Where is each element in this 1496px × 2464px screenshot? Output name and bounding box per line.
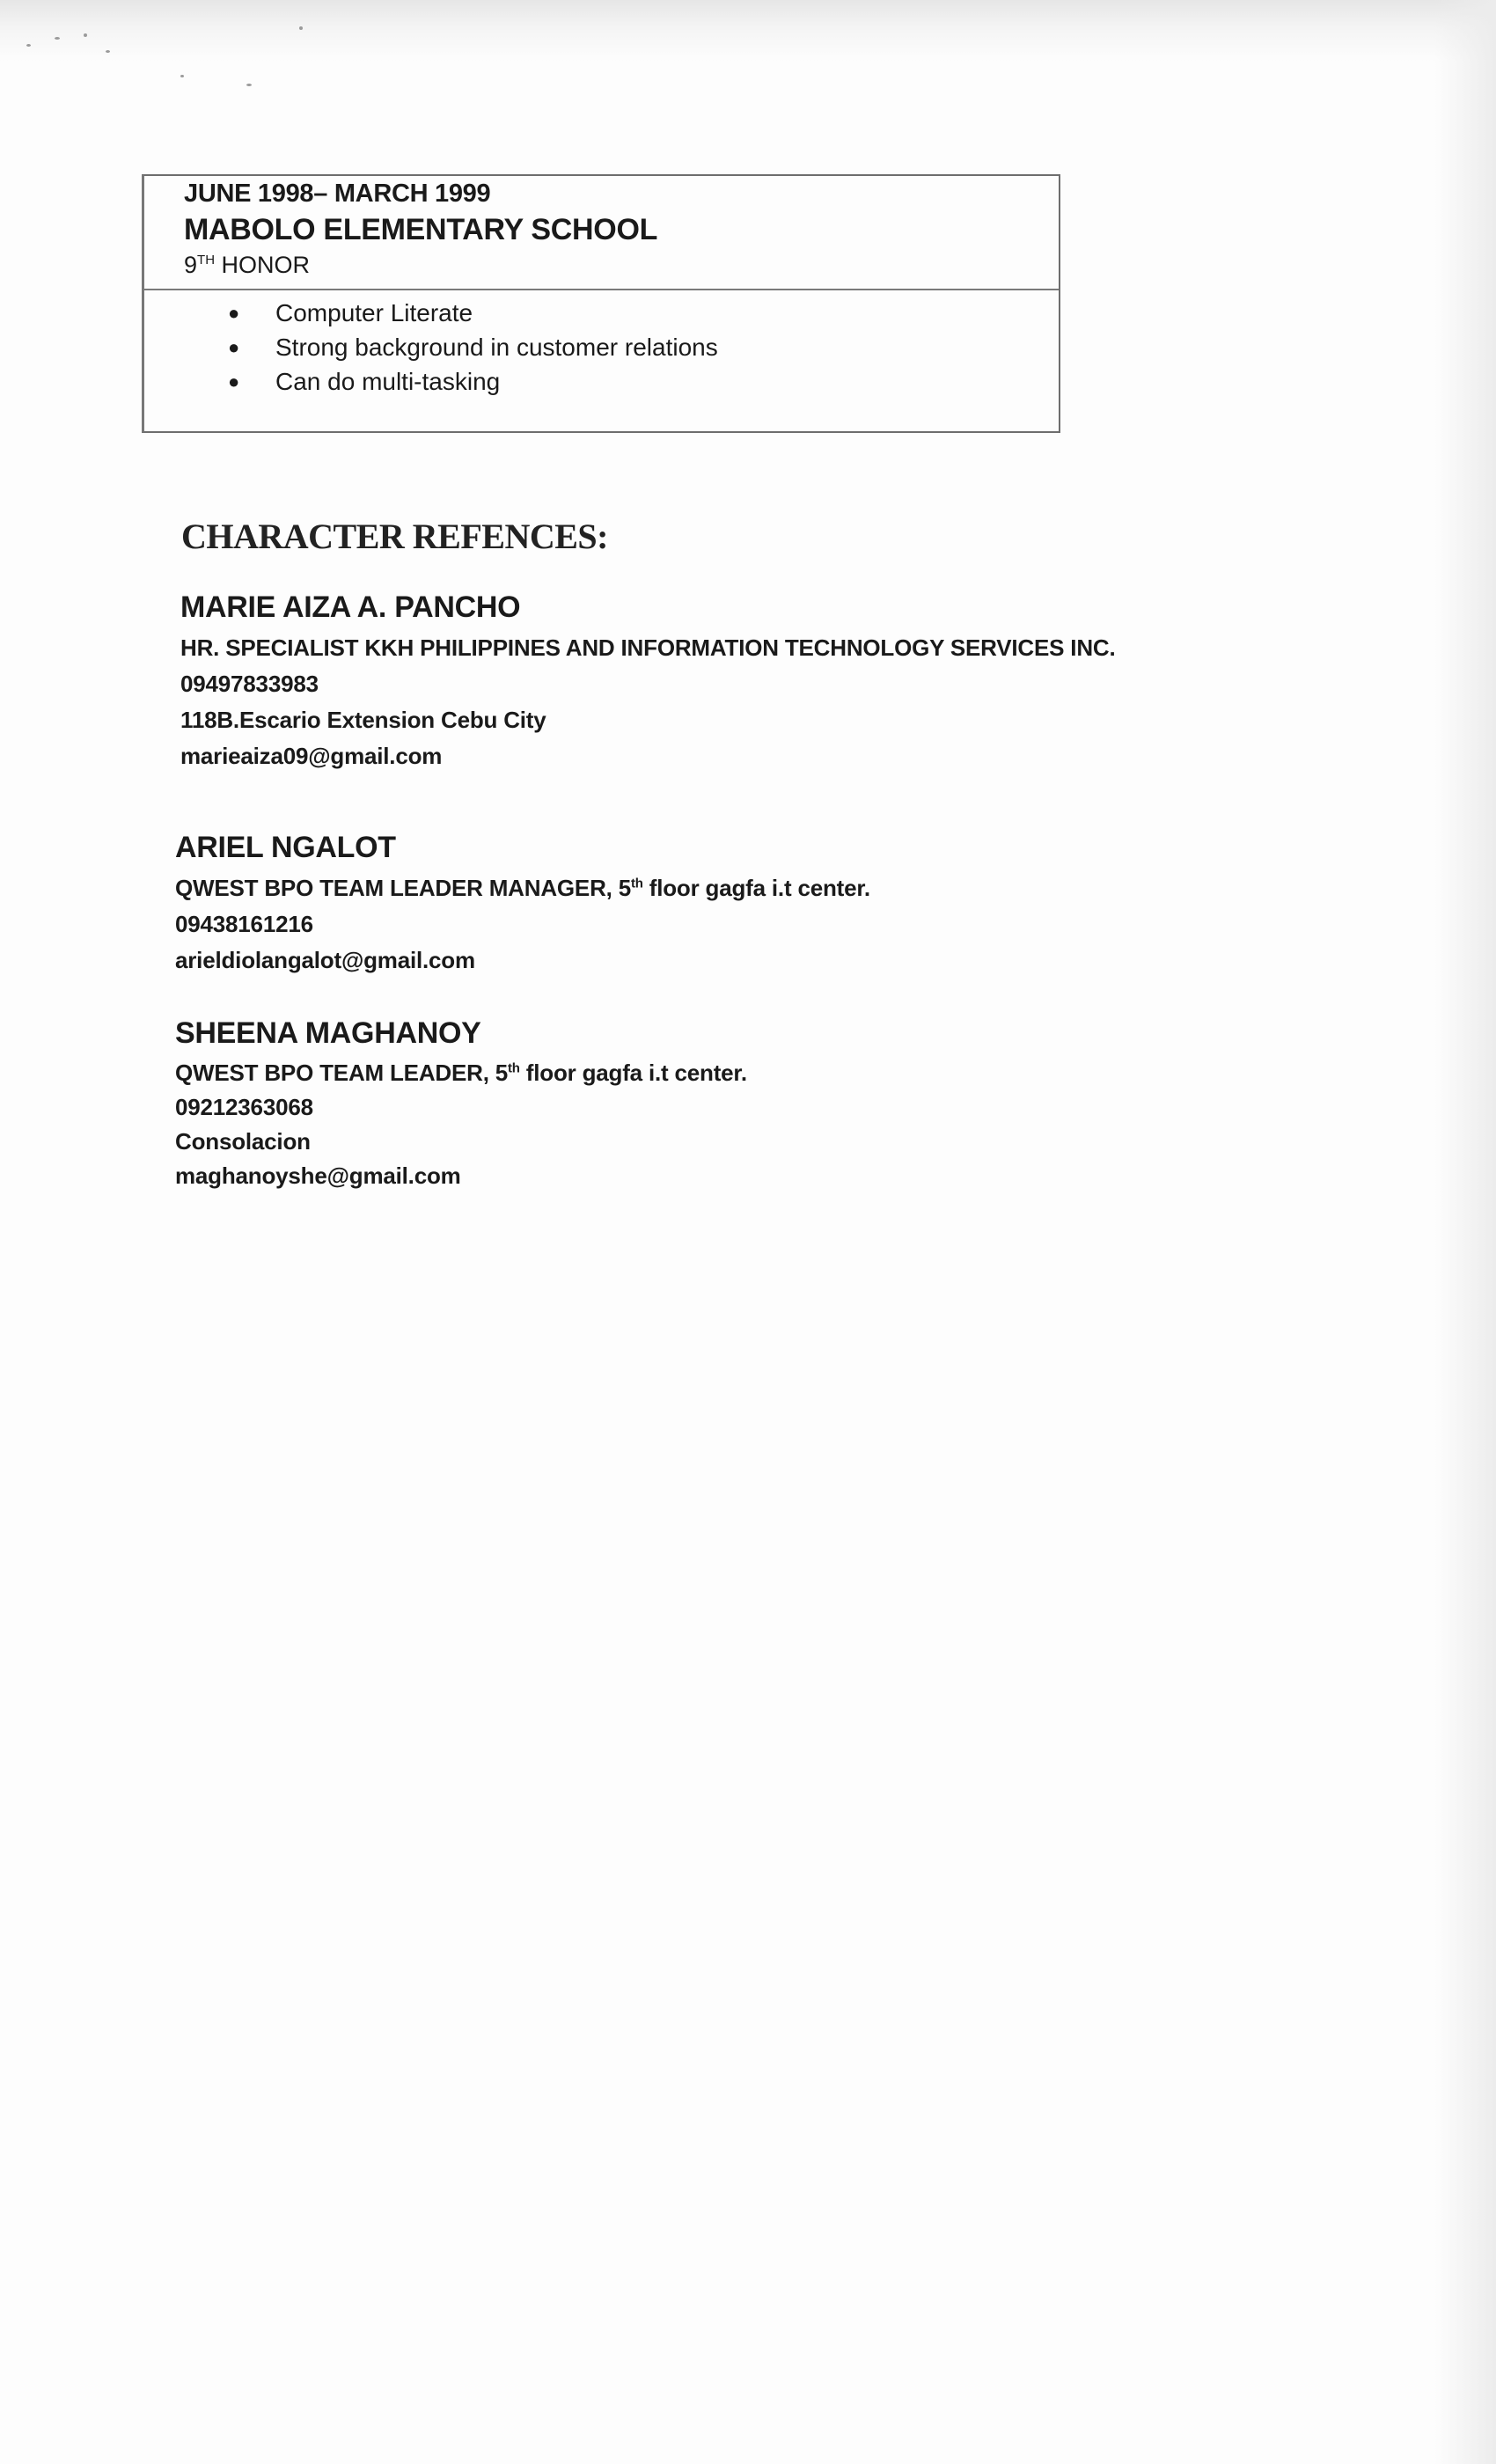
- bullet-icon: ●: [228, 336, 240, 358]
- scan-speck: [55, 37, 60, 40]
- education-date-range: JUNE 1998– MARCH 1999: [184, 180, 491, 208]
- reference-email: maghanoyshe@gmail.com: [175, 1162, 461, 1189]
- reference-name: ARIEL NGALOT: [175, 831, 396, 864]
- education-honor: 9TH HONOR: [184, 252, 311, 278]
- skill-text: Can do multi-tasking: [275, 368, 501, 395]
- reference-phone: 09497833983: [180, 671, 319, 697]
- reference-email: marieaiza09@gmail.com: [180, 743, 443, 769]
- scan-top-shading: [0, 0, 1496, 62]
- list-item: [228, 364, 718, 399]
- reference-email: arieldiolangalot@gmail.com: [175, 947, 475, 973]
- scan-speck: [106, 50, 110, 53]
- reference-phone: 09438161216: [175, 911, 313, 937]
- scan-speck: [180, 75, 184, 77]
- reference-name: SHEENA MAGHANOY: [175, 1016, 481, 1050]
- reference-entry: [180, 588, 1116, 774]
- reference-position: HR. SPECIALIST KKH PHILIPPINES AND INFORMATION TECHNOLOGY SERVICES INC.: [180, 634, 1116, 661]
- reference-name: MARIE AIZA A. PANCHO: [180, 590, 521, 624]
- scan-speck: [26, 44, 31, 47]
- reference-position: QWEST BPO TEAM LEADER, 5th floor gagfa i.t center.: [175, 1060, 747, 1086]
- scan-speck: [84, 33, 87, 37]
- reference-address: 118B.Escario Extension Cebu City: [180, 707, 546, 733]
- skill-text: Computer Literate: [275, 299, 473, 326]
- reference-address: Consolacion: [175, 1128, 311, 1155]
- bullet-icon: ●: [228, 370, 240, 392]
- list-item: [228, 330, 718, 364]
- reference-phone: 09212363068: [175, 1094, 313, 1120]
- scan-speck: [246, 84, 252, 86]
- scan-speck: [299, 26, 303, 30]
- scan-right-shading: [1434, 0, 1496, 2464]
- skills-list: [228, 296, 718, 399]
- list-item: [228, 296, 718, 330]
- reference-entry: [175, 828, 870, 979]
- education-school-name: MABOLO ELEMENTARY SCHOOL: [184, 213, 658, 246]
- bullet-icon: ●: [228, 302, 240, 324]
- skill-text: Strong background in customer relations: [275, 334, 718, 361]
- education-entry-header: [144, 176, 1059, 290]
- references-heading: CHARACTER REFENCES:: [181, 517, 608, 556]
- reference-entry: [175, 1014, 747, 1193]
- education-entry-box: [142, 174, 1060, 433]
- reference-position: QWEST BPO TEAM LEADER MANAGER, 5th floor gagfa i.t center.: [175, 875, 870, 901]
